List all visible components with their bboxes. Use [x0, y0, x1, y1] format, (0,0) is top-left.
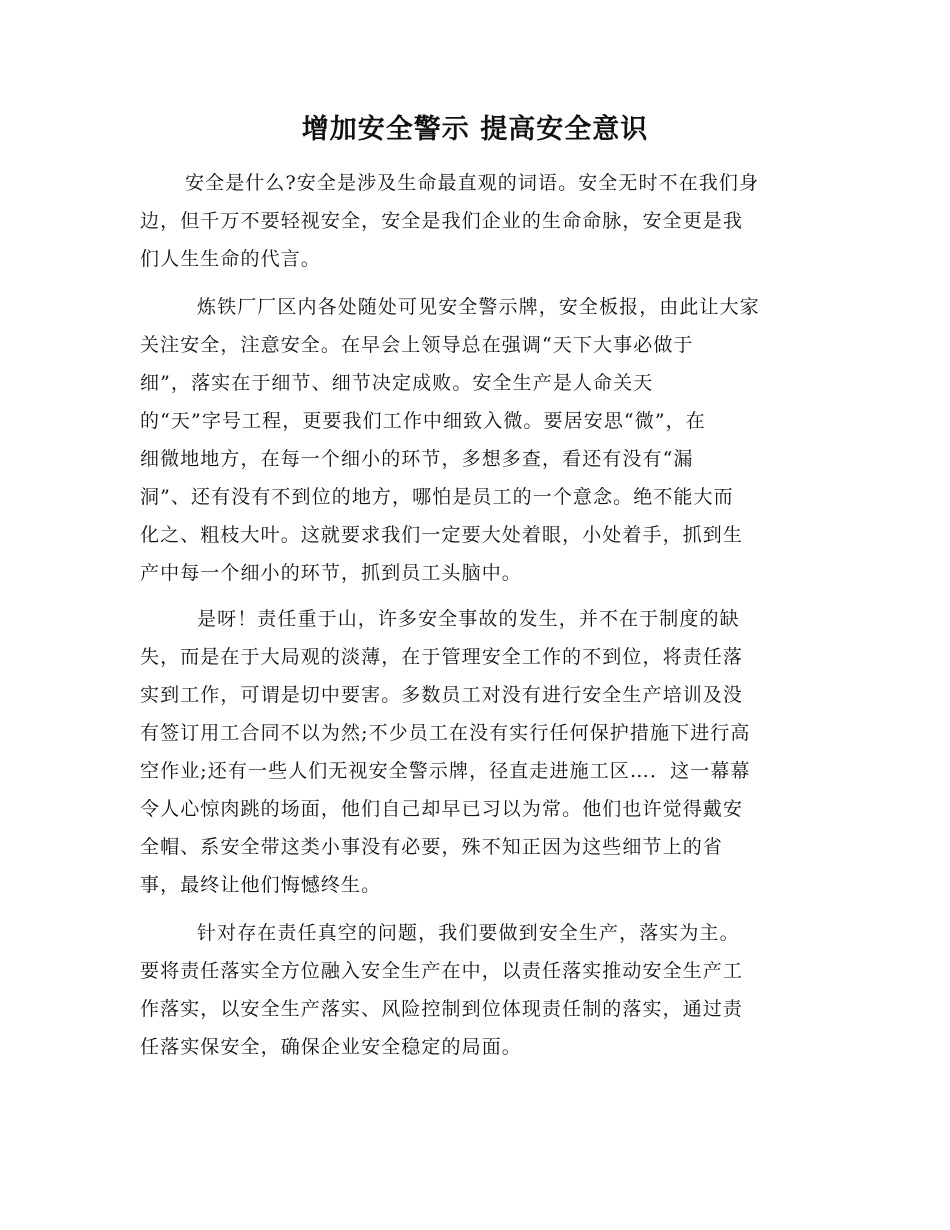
paragraph-line: 洞”、还有没有不到位的地方，哪怕是员工的一个意念。绝不能大而 [140, 486, 734, 508]
paragraph-line: 细”，落实在于细节、细节决定成败。安全生产是人命关天 [140, 372, 654, 394]
paragraph-line: 要将责任落实全方位融入安全生产在中，以责任落实推动安全生产工 [140, 960, 744, 982]
paragraph-line: 们人生生命的代言。 [140, 248, 321, 270]
paragraph-line: 作落实，以安全生产落实、风险控制到位体现责任制的落实，通过责 [140, 998, 744, 1020]
paragraph-4 [140, 914, 810, 1066]
paragraph-line: 针对存在责任真空的问题，我们要做到安全生产，落实为主。 [197, 922, 740, 944]
paragraph-line: 的“天”字号工程，更要我们工作中细致入微。要居安思“微”，在 [140, 410, 706, 432]
paragraph-line: 失，而是在于大局观的淡薄，在于管理安全工作的不到位，将责任落 [140, 646, 744, 668]
paragraph-line: 全帽、系安全带这类小事没有必要，殊不知正因为这些细节上的省 [140, 836, 723, 858]
paragraph-line: 产中每一个细小的环节，抓到员工头脑中。 [140, 562, 522, 584]
paragraph-line: 炼铁厂厂区内各处随处可见安全警示牌，安全板报，由此让大家 [197, 296, 760, 318]
paragraph-line: 安全是什么?安全是涉及生命最直观的词语。安全无时不在我们身 [185, 172, 760, 194]
document-title: 增加安全警示 提高安全意识 [301, 114, 649, 145]
paragraph-line: 边，但千万不要轻视安全，安全是我们企业的生命命脉，安全更是我 [140, 210, 744, 232]
paragraph-line: 令人心惊肉跳的场面，他们自己却早已习以为常。他们也许觉得戴安 [140, 798, 744, 820]
paragraph-3 [140, 600, 810, 904]
paragraph-2 [140, 288, 810, 592]
paragraph-line: 是呀！责任重于山，许多安全事故的发生，并不在于制度的缺 [197, 608, 740, 630]
paragraph-line: 细微地地方，在每一个细小的环节，多想多查，看还有没有“漏 [140, 448, 694, 470]
paragraph-line: 任落实保安全，确保企业安全稳定的局面。 [140, 1036, 522, 1058]
paragraph-line: 实到工作，可谓是切中要害。多数员工对没有进行安全生产培训及没 [140, 684, 744, 706]
paragraph-line: 空作业;还有一些人们无视安全警示牌，径直走进施工区…．这一幕幕 [140, 760, 751, 782]
paragraph-line: 有签订用工合同不以为然;不少员工在没有实行任何保护措施下进行高 [140, 722, 751, 744]
paragraph-line: 化之、粗枝大叶。这就要求我们一定要大处着眼，小处着手，抓到生 [140, 524, 744, 546]
paragraph-1 [140, 164, 810, 278]
paragraph-line: 事，最终让他们悔憾终生。 [140, 874, 382, 896]
paragraph-line: 关注安全，注意安全。在早会上领导总在强调“天下大事必做于 [140, 334, 694, 356]
